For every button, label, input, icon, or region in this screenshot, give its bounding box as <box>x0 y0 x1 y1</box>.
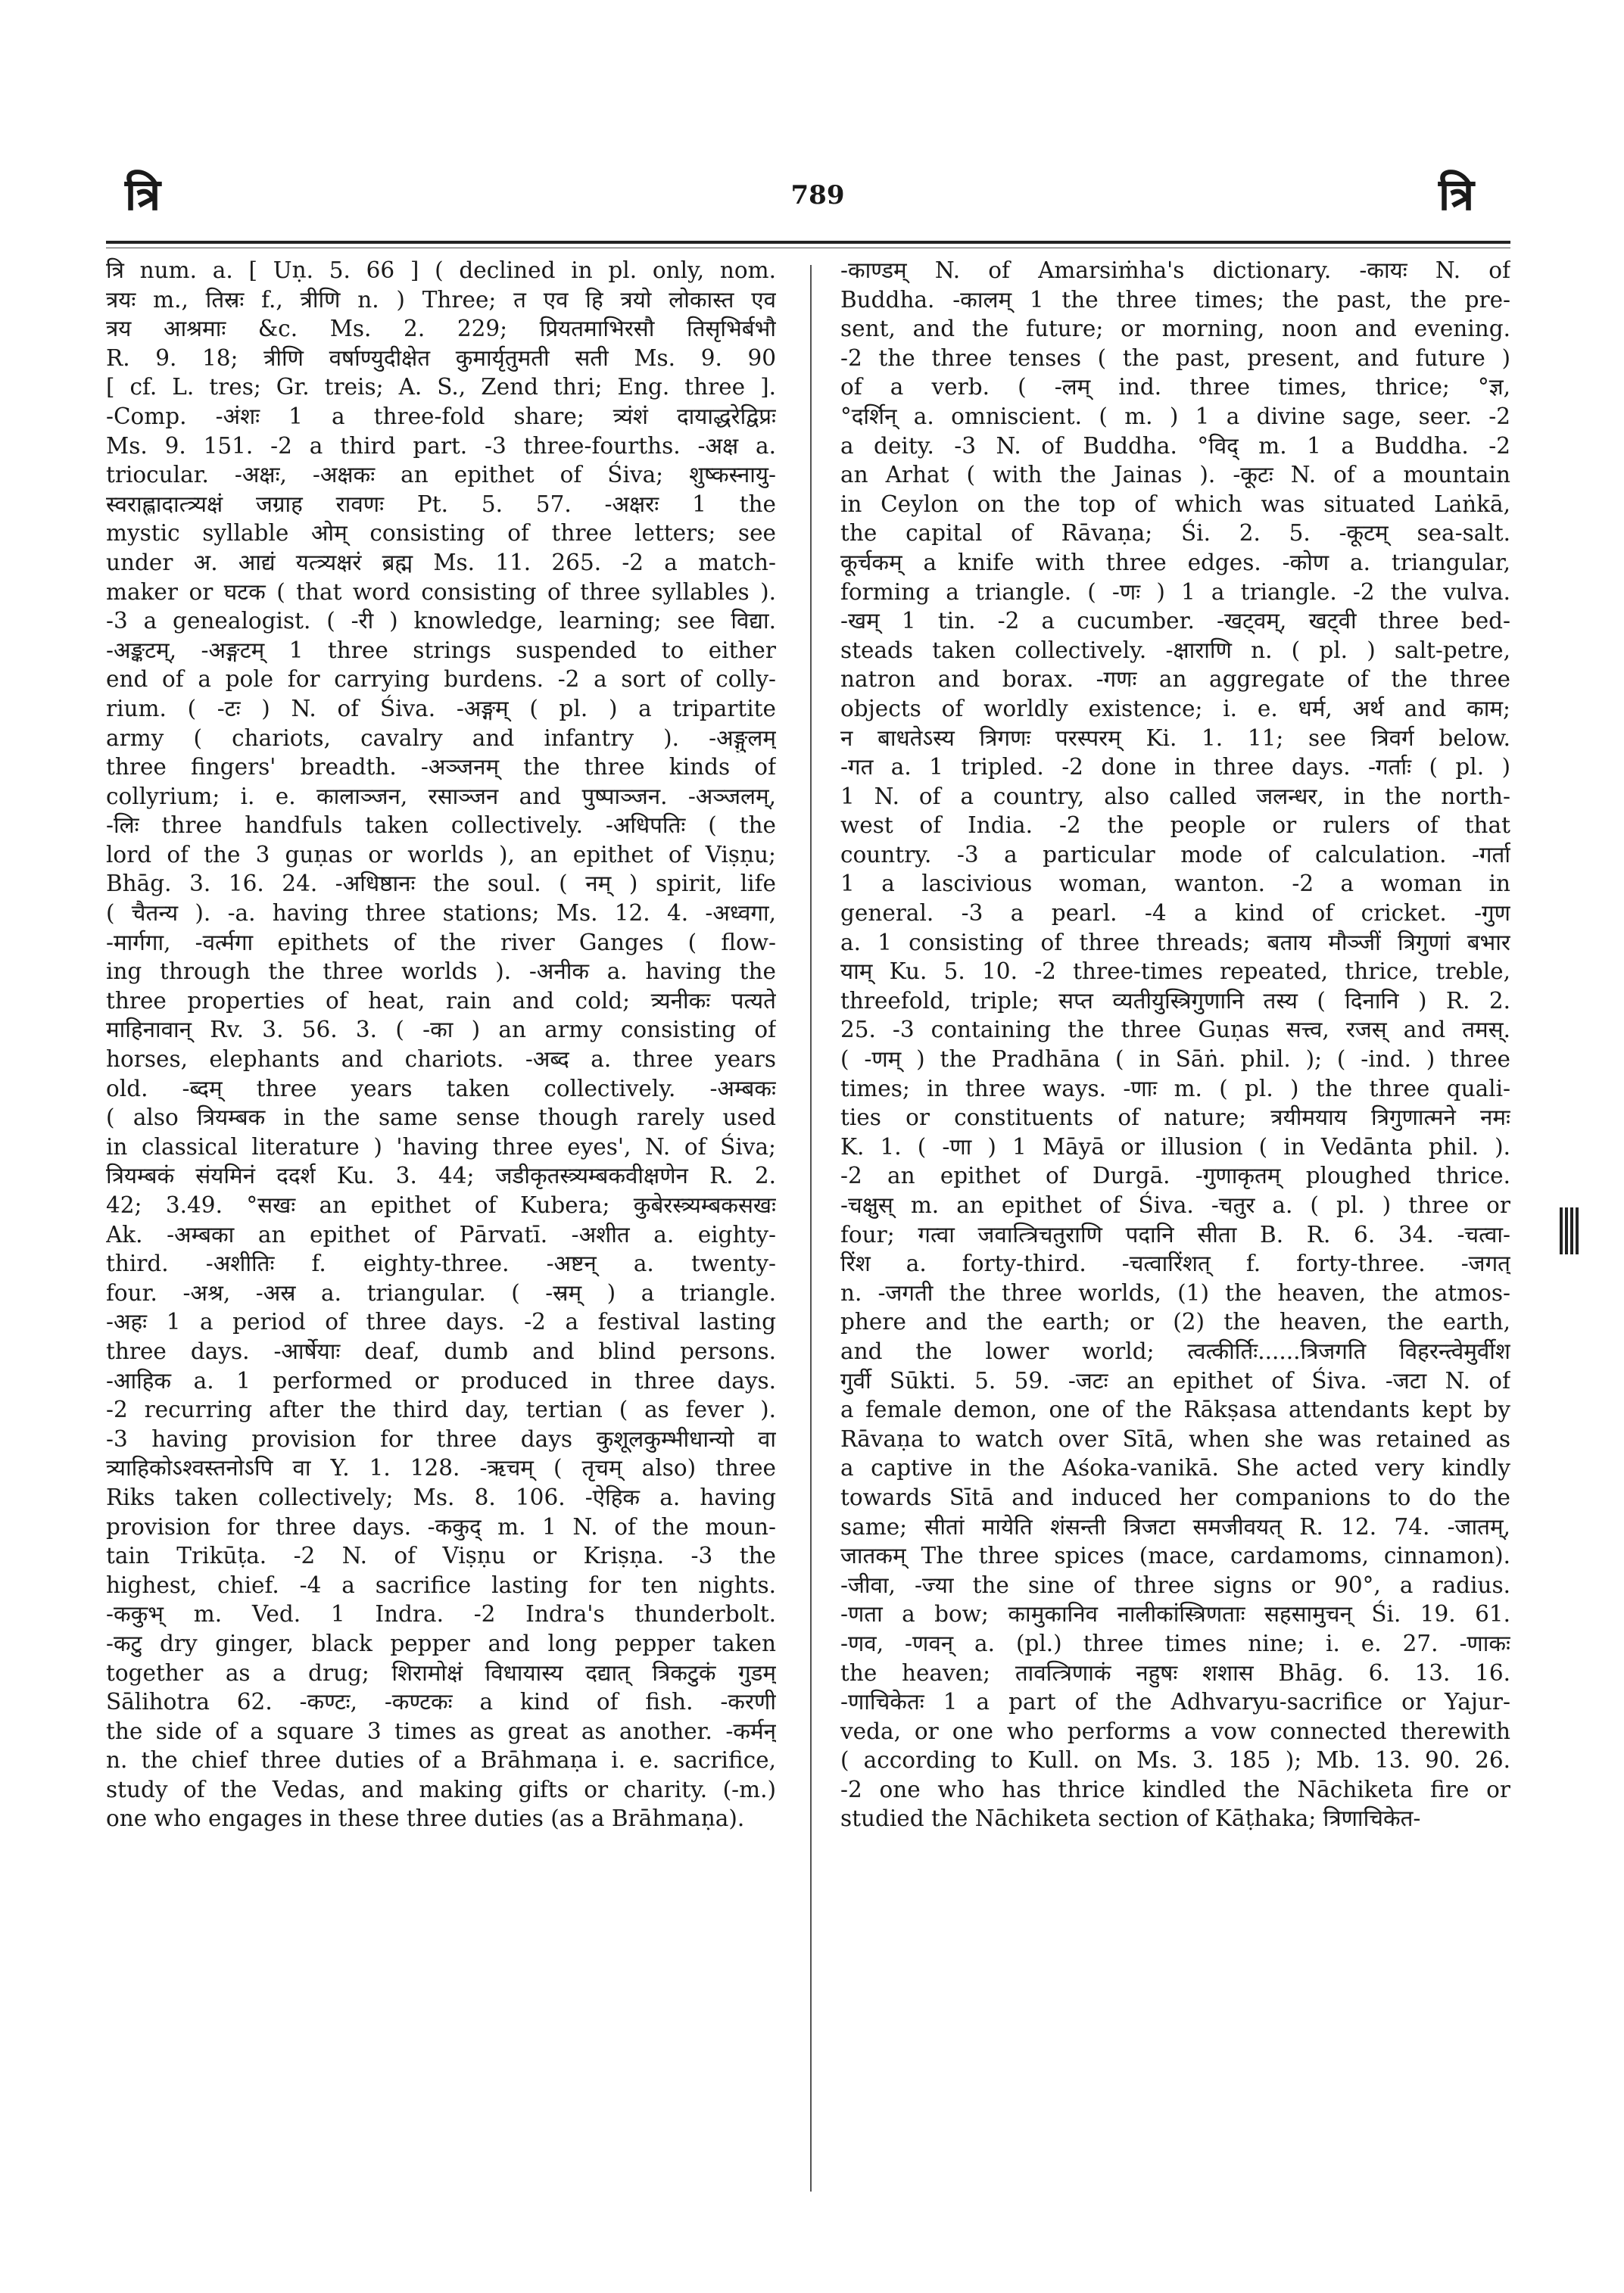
entry-line: objects of worldly existence; i. e. धर्म, अर्थ and काम; <box>840 695 1510 721</box>
entry-line: sent, and the future; or morning, noon and evening. <box>840 316 1510 342</box>
entry-line: 1 N. of a country, also called जलन्धर, in the north- <box>840 783 1510 809</box>
entry-line: -खम् 1 tin. -2 a cucumber. -खट्वम्, खट्वी three bed- <box>840 608 1510 634</box>
thumb-index-marker <box>1560 1207 1590 1254</box>
entry-line: न बाधतेऽस्य त्रिगणः परस्परम् Ki. 1. 11; see त्रिवर्ग below. <box>840 724 1510 751</box>
entry-line: गुर्वी Sūkti. 5. 59. -जटः an epithet of Śiva. -जटा N. of <box>840 1367 1510 1394</box>
entry-line: together as a drug; शिरामोक्षं विधायास्य दद्यात् त्रिकटुकं गुडम् <box>106 1659 776 1686</box>
entry-line: end of a pole for carrying burdens. -2 a sort of colly- <box>106 666 776 693</box>
entry-line: study of the Vedas, and making gifts or charity. (-m.) <box>106 1776 776 1802</box>
entry-line: -ककुभ् m. Ved. 1 Indra. -2 Indra's thunderbolt. <box>106 1601 776 1628</box>
entry-line: त्र्याहिकोऽश्वस्तनोऽपि वा Y. 1. 128. -ऋचम् ( तृचम् also) three <box>106 1455 776 1481</box>
entry-line: triocular. -अक्षः, -अक्षकः an epithet of Śiva; शुष्कस्नायु- <box>106 462 776 488</box>
entry-line: R. 9. 18; त्रीणि वर्षाण्युदीक्षेत कुमार्यृतुमती सती Ms. 9. 90 <box>106 344 776 371</box>
entry-line: the side of a square 3 times as great as another. -कर्मन् <box>106 1718 776 1744</box>
entry-line: त्रि num. a. [ Uṇ. 5. 66 ] ( declined in pl. only, nom. <box>106 257 776 283</box>
entry-line: -Comp. -अंशः 1 a three-fold share; त्र्यंशं दायाद्धरेद्विप्रः <box>106 403 776 429</box>
entry-line: Bhāg. 3. 16. 24. -अधिष्ठानः the soul. ( नम् ) spirit, life <box>106 871 776 897</box>
entry-line: -णाचिकेतः 1 a part of the Adhvaryu-sacrifice or Yajur- <box>840 1689 1510 1715</box>
entry-line: ( -णम् ) the Pradhāna ( in Sāṅ. phil. ); ( -ind. ) three <box>840 1046 1510 1073</box>
entry-line: 25. -3 containing the three Guṇas सत्त्व, रजस् and तमस्. <box>840 1017 1510 1043</box>
entry-line: the heaven; तावत्त्रिणाकं नहुषः शशास Bhāg. 6. 13. 16. <box>840 1659 1510 1686</box>
entry-line: an Arhat ( with the Jainas ). -कूटः N. of a mountain <box>840 462 1510 488</box>
entry-line: same; सीतां मायेति शंसन्ती त्रिजटा समजीवयत् R. 12. 74. -जातम्, <box>840 1513 1510 1540</box>
entry-line: माहिनावान् Rv. 3. 56. 3. ( -का ) an army consisting of <box>106 1017 776 1043</box>
entry-line: under अ. आद्यं यत्त्र्यक्षरं ब्रह्म Ms. 11. 265. -2 a match- <box>106 549 776 575</box>
entry-line: highest, chief. -4 a sacrifice lasting for ten nights. <box>106 1572 776 1598</box>
entry-line: mystic syllable ओम् consisting of three letters; see <box>106 520 776 547</box>
entry-line: three fingers' breadth. -अञ्जनम् the three kinds of <box>106 754 776 780</box>
entry-line: general. -3 a pearl. -4 a kind of cricket. -गुण <box>840 900 1510 927</box>
entry-line: Rāvaṇa to watch over Sītā, when she was retained as <box>840 1425 1510 1452</box>
column-divider <box>810 265 812 2192</box>
entry-line: the capital of Rāvaṇa; Śi. 2. 5. -कूटम् sea-salt. <box>840 520 1510 547</box>
entry-line: -णता a bow; कामुकानिव नालीकांस्त्रिणताः सहसामुचन् Śi. 19. 61. <box>840 1601 1510 1628</box>
entry-line: four. -अश्र, -अस्र a. triangular. ( -स्रम् ) a triangle. <box>106 1279 776 1306</box>
header-rule <box>106 241 1510 244</box>
entry-line: -मार्गगा, -वर्त्मगा epithets of the river Ganges ( flow- <box>106 929 776 955</box>
entry-line: Ak. -अम्बका an epithet of Pārvatī. -अशीत a. eighty- <box>106 1221 776 1248</box>
entry-line: Buddha. -कालम् 1 the three times; the past, the pre- <box>840 286 1510 313</box>
entry-line: K. 1. ( -णा ) 1 Māyā or illusion ( in Vedānta phil. ). <box>840 1133 1510 1160</box>
entry-line: त्रयः m., तिस्रः f., त्रीणि n. ) Three; त एव हि त्रयो लोकास्त एव <box>106 286 776 313</box>
entry-line: tain Trikūṭa. -2 N. of Viṣṇu or Kriṣṇa. -3 the <box>106 1543 776 1569</box>
headword-right: त्रि <box>1439 169 1475 220</box>
headword-left: त्रि <box>125 169 161 220</box>
entry-line: °दर्शिन् a. omniscient. ( m. ) 1 a divine sage, seer. -2 <box>840 403 1510 429</box>
entry-line: natron and borax. -गणः an aggregate of the three <box>840 666 1510 693</box>
entry-line: 42; 3.49. °सखः an epithet of Kubera; कुबेरस्त्र्यम्बकसखः <box>106 1192 776 1218</box>
entry-line: in Ceylon on the top of which was situated Laṅkā, <box>840 491 1510 517</box>
entry-line: -लिः three handfuls taken collectively. -अधिपतिः ( the <box>106 812 776 839</box>
entry-line: -णव, -णवन् a. (pl.) three times nine; i. e. 27. -णाकः <box>840 1630 1510 1656</box>
entry-line: -गत a. 1 tripled. -2 done in three days. -गर्ताः ( pl. ) <box>840 754 1510 780</box>
entry-line: त्रियम्बकं संयमिनं ददर्श Ku. 3. 44; जडीकृतस्त्र्यम्बकवीक्षणेन R. 2. <box>106 1163 776 1189</box>
entry-line: one who engages in these three duties (as a Brāhmaṇa). <box>106 1805 745 1832</box>
page-header <box>0 0 1624 250</box>
entry-line: a captive in the Aśoka-vanikā. She acted very kindly <box>840 1455 1510 1481</box>
entry-line: a deity. -3 N. of Buddha. °विद् m. 1 a Buddha. -2 <box>840 432 1510 459</box>
right-column <box>840 256 1510 1833</box>
entry-line: three properties of heat, rain and cold; त्र्यनीकः पत्यते <box>106 987 776 1014</box>
entry-line: ( also त्रियम्बक in the same sense though rarely used <box>106 1104 776 1131</box>
entry-line: ties or constituents of nature; त्रयीमयाय त्रिगुणात्मने नमः <box>840 1104 1510 1131</box>
entry-line: Sālihotra 62. -कण्टः, -कण्टकः a kind of fish. -करणी <box>106 1689 776 1715</box>
entry-line: कूर्चकम् a knife with three edges. -कोण a. triangular, <box>840 549 1510 575</box>
entry-line: studied the Nāchiketa section of Kāṭhaka; त्रिणाचिकेत- <box>840 1805 1421 1832</box>
entry-line: third. -अशीतिः f. eighty-three. -अष्टन् a. twenty- <box>106 1251 776 1277</box>
entry-line: -2 an epithet of Durgā. -गुणाकृतम् ploughed thrice. <box>840 1163 1510 1189</box>
entry-line: a female demon, one of the Rākṣasa attendants kept by <box>840 1397 1510 1423</box>
entry-line: त्रय आश्रमाः &c. Ms. 2. 229; प्रियतमाभिरसौ तिसृभिर्बभौ <box>106 316 776 342</box>
entry-line: [ cf. L. tres; Gr. treis; A. S., Zend thri; Eng. three ]. <box>106 374 776 400</box>
entry-line: n. the chief three duties of a Brāhmaṇa i. e. sacrifice, <box>106 1747 776 1774</box>
entry-line: स्वराह्लादात्त्र्यक्षं जग्राह रावणः Pt. 5. 57. -अक्षरः 1 the <box>106 491 776 517</box>
entry-line: -2 recurring after the third day, tertian ( as fever ). <box>106 1397 776 1423</box>
entry-line: rium. ( -टः ) N. of Śiva. -अङ्गम् ( pl. ) a tripartite <box>106 695 776 721</box>
entry-line: veda, or one who performs a vow connected therewith <box>840 1718 1510 1744</box>
entry-line: lord of the 3 guṇas or worlds ), an epithet of Viṣṇu; <box>106 841 776 868</box>
entry-line: ing through the three worlds ). -अनीक a. having the <box>106 958 776 985</box>
left-column <box>106 256 776 1833</box>
entry-line: maker or घटक ( that word consisting of three syllables ). <box>106 578 776 605</box>
entry-line: country. -3 a particular mode of calculation. -गर्ता <box>840 841 1510 868</box>
entry-line: n. -जगती the three worlds, (1) the heaven, the atmos- <box>840 1279 1510 1306</box>
entry-line: -आहिक a. 1 performed or produced in three days. <box>106 1367 776 1394</box>
entry-line: -3 a genealogist. ( -री ) knowledge, learning; see विद्या. <box>106 608 776 634</box>
entry-line: of a verb. ( -लम् ind. three times, thrice; °ज्ञ, <box>840 374 1510 400</box>
entry-line: ( चैतन्य ). -a. having three stations; Ms. 12. 4. -अध्वगा, <box>106 900 776 927</box>
entry-line: -जीवा, -ज्या the sine of three signs or 90°, a radius. <box>840 1572 1510 1598</box>
entry-line: army ( chariots, cavalry and infantry ). -अङ्गुलम् <box>106 724 776 751</box>
entry-line: रिंश a. forty-third. -चत्वारिंशत् f. forty-three. -जगत् <box>840 1251 1510 1277</box>
entry-line: जातकम् The three spices (mace, cardamoms, cinnamon). <box>840 1543 1510 1569</box>
entry-line: steads taken collectively. -क्षाराणि n. ( pl. ) salt-petre, <box>840 637 1510 663</box>
page-number: 789 <box>790 180 845 210</box>
entry-line: towards Sītā and induced her companions to do the <box>840 1484 1510 1510</box>
entry-line: 1 a lascivious woman, wanton. -2 a woman in <box>840 871 1510 897</box>
entry-line: and the lower world; त्वत्कीर्तिः......त्रिजगति विहरन्त्वेमुर्वीश <box>840 1338 1510 1364</box>
entry-line: -कटु dry ginger, black pepper and long pepper taken <box>106 1630 776 1656</box>
entry-line: forming a triangle. ( -णः ) 1 a triangle. -2 the vulva. <box>840 578 1510 605</box>
entry-line: horses, elephants and chariots. -अब्द a. three years <box>106 1046 776 1073</box>
entry-line: -अङ्कटम्, -अङ्गटम् 1 three strings suspended to either <box>106 637 776 663</box>
entry-line: in classical literature ) 'having three eyes', N. of Śiva; <box>106 1133 776 1160</box>
entry-line: four; गत्वा जवात्त्रिचतुराणि पदानि सीता B. R. 6. 34. -चत्वा- <box>840 1221 1510 1248</box>
entry-line: phere and the earth; or (2) the heaven, the earth, <box>840 1309 1510 1335</box>
entry-line: times; in three ways. -णाः m. ( pl. ) the three quali- <box>840 1075 1510 1101</box>
entry-line: threefold, triple; सप्त व्यतीयुस्त्रिगुणानि तस्य ( दिनानि ) R. 2. <box>840 987 1510 1014</box>
entry-line: -काण्डम् N. of Amarsiṁha's dictionary. -कायः N. of <box>840 257 1510 283</box>
entry-line: collyrium; i. e. कालाञ्जन, रसाञ्जन and पुष्पाञ्जन. -अञ्जलम्, <box>106 783 776 809</box>
entry-line: a. 1 consisting of three threads; बताय मौञ्जीं त्रिगुणां बभार <box>840 929 1510 955</box>
entry-line: -3 having provision for three days कुशूलकुम्भीधान्यो वा <box>106 1425 776 1452</box>
entry-line: old. -ब्दम् three years taken collectively. -अम्बकः <box>106 1075 776 1101</box>
entry-line: -2 one who has thrice kindled the Nāchiketa fire or <box>840 1776 1510 1802</box>
entry-line: three days. -आर्षेयाः deaf, dumb and blind persons. <box>106 1338 776 1364</box>
entry-line: Ms. 9. 151. -2 a third part. -3 three-fourths. -अक्ष a. <box>106 432 776 459</box>
entry-line: ( according to Kull. on Ms. 3. 185 ); Mb. 13. 90. 26. <box>840 1747 1510 1774</box>
entry-line: याम् Ku. 5. 10. -2 three-times repeated, thrice, treble, <box>840 958 1510 985</box>
entry-line: -2 the three tenses ( the past, present, and future ) <box>840 344 1510 371</box>
entry-line: west of India. -2 the people or rulers of that <box>840 812 1510 839</box>
entry-line: provision for three days. -ककुद् m. 1 N. of the moun- <box>106 1513 776 1540</box>
entry-line: -अहः 1 a period of three days. -2 a festival lasting <box>106 1309 776 1335</box>
entry-line: -चक्षुस् m. an epithet of Śiva. -चतुर a. ( pl. ) three or <box>840 1192 1510 1218</box>
entry-line: Riks taken collectively; Ms. 8. 106. -ऐहिक a. having <box>106 1484 776 1510</box>
